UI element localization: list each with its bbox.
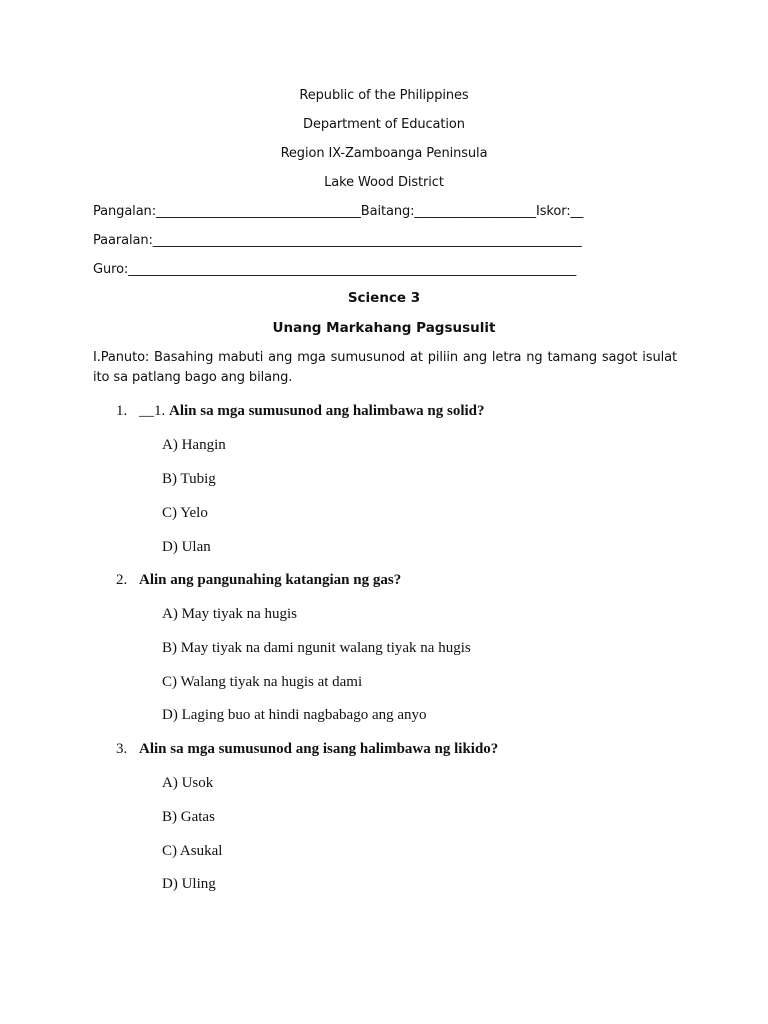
subject-title: Science 3 xyxy=(347,290,421,306)
option: C) Yelo xyxy=(162,505,208,521)
question-text: Alin sa mga sumusunod ang halimbawa ng solid? xyxy=(169,403,485,419)
question-number: 1. xyxy=(116,403,128,419)
option: D) Laging buo at hindi nagbabago ang anyo xyxy=(162,707,427,723)
option: A) Usok xyxy=(162,775,214,791)
instructions: I.Panuto: Basahing mabuti ang mga sumusunod at piliin ang letra ng tamang sagot isulat ito sa patlang bago ang bilang. xyxy=(93,350,677,385)
option: D) Uling xyxy=(162,876,216,892)
exam-title: Unang Markahang Pagsusulit xyxy=(272,320,496,336)
name-grade-score-field: Pangalan:________________________________Baitang:___________________Iskor:__ xyxy=(93,204,584,219)
option: B) May tiyak na dami ngunit walang tiyak na hugis xyxy=(162,640,471,656)
option: A) Hangin xyxy=(162,437,226,453)
option: C) Asukal xyxy=(162,843,223,859)
header-district: Lake Wood District xyxy=(324,175,444,190)
question-text: Alin ang pangunahing katangian ng gas? xyxy=(139,572,402,588)
option: B) Tubig xyxy=(162,471,216,487)
answer-blank: __1. xyxy=(139,403,169,419)
school-field: Paaralan:___________________________________________________________________ xyxy=(93,233,582,248)
question-text: Alin sa mga sumusunod ang isang halimbawa ng likido? xyxy=(139,741,499,757)
header-region: Region IX-Zamboanga Peninsula xyxy=(280,146,488,161)
question-number: 2. xyxy=(116,572,128,588)
question-number: 3. xyxy=(116,741,128,757)
header-department: Department of Education xyxy=(303,117,465,132)
option: D) Ulan xyxy=(162,539,211,555)
header-republic: Republic of the Philippines xyxy=(299,88,469,103)
option: B) Gatas xyxy=(162,809,215,825)
teacher-field: Guro:______________________________________________________________________ xyxy=(93,262,577,277)
question-1 xyxy=(139,403,485,420)
option: C) Walang tiyak na hugis at dami xyxy=(162,674,363,690)
option: A) May tiyak na hugis xyxy=(162,606,297,622)
